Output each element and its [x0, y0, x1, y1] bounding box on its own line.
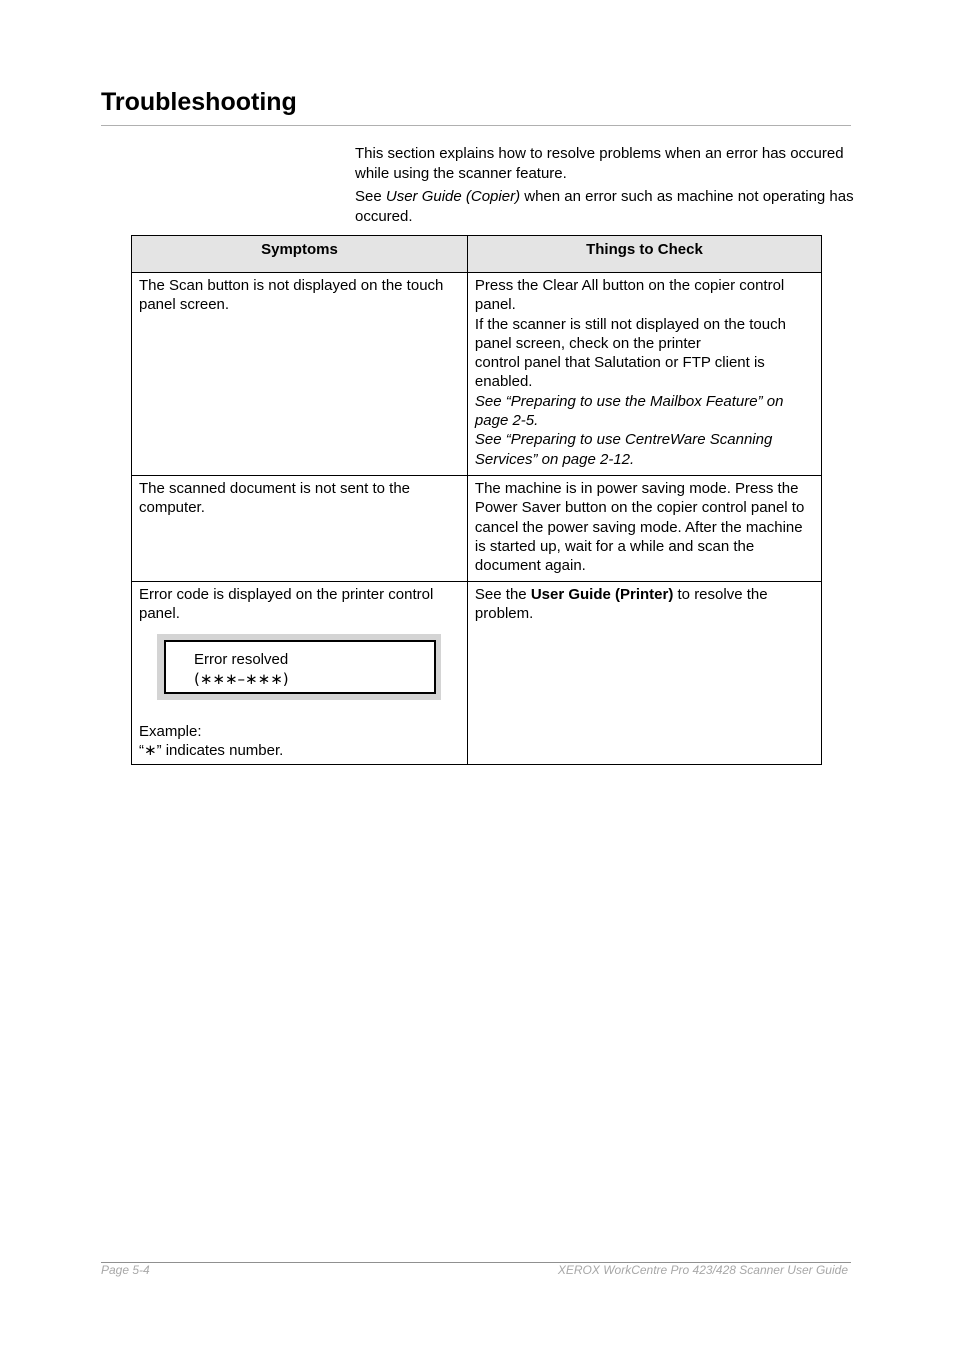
- cross-reference: See “Preparing to use CentreWare Scanning Services” on page 2-12.: [474, 431, 773, 468]
- check-line: control panel that Salutation or FTP client is enabled.: [474, 354, 765, 391]
- intro-paragraph-1: This section explains how to resolve problems when an error has occured while using the scanner feature.: [355, 145, 844, 182]
- header-things-to-check: Things to Check: [467, 236, 821, 273]
- cross-reference: See “Preparing to use the Mailbox Feature” on page 2-5.: [474, 392, 784, 430]
- symptom-cell: The Scan button is not displayed on the touch panel screen.: [132, 273, 468, 476]
- intro-p2-prefix: See: [355, 188, 386, 205]
- table-header-row: [132, 236, 822, 273]
- intro-p2-reference: User Guide (Copier): [385, 188, 521, 205]
- table-row: [132, 582, 822, 765]
- table-row: [132, 273, 822, 476]
- panel-screen: [164, 640, 436, 694]
- check-cell: [467, 582, 821, 765]
- check-prefix: See the: [474, 586, 531, 603]
- check-line: Press the Clear All button on the copier control panel.: [474, 277, 785, 314]
- control-panel-display: [157, 634, 441, 700]
- title-divider: [101, 125, 851, 126]
- troubleshooting-table: [131, 235, 822, 765]
- symptom-text: Error code is displayed on the printer control panel.: [139, 586, 434, 623]
- check-cell: [467, 273, 821, 476]
- example-label: Example:: [139, 722, 202, 740]
- intro-p2-suffix: when an error such as machine not operating has occured.: [355, 188, 854, 225]
- intro-paragraph-2: [355, 187, 855, 226]
- check-cell: The machine is in power saving mode. Press the Power Saver button on the copier control panel to cancel the power saving mode. After the machine is started up, wait for a while and scan the document again.: [467, 476, 821, 582]
- page-title: Troubleshooting: [101, 88, 297, 116]
- symptom-cell: The scanned document is not sent to the computer.: [132, 476, 468, 582]
- document-title: XEROX WorkCentre Pro 423/428 Scanner User Guide: [557, 1263, 848, 1277]
- check-reference: User Guide (Printer): [530, 586, 674, 603]
- panel-message: Error resolved: [194, 650, 289, 668]
- table-row: [132, 476, 822, 582]
- check-line: If the scanner is still not displayed on the touch panel screen, check on the printer: [474, 315, 786, 352]
- example-note: “∗” indicates number.: [139, 741, 284, 759]
- panel-error-code: (∗∗∗–∗∗∗): [194, 669, 289, 688]
- header-symptoms: Symptoms: [132, 236, 468, 273]
- check-suffix: to resolve the problem.: [474, 586, 768, 623]
- intro-section: [355, 144, 855, 230]
- page-number: Page 5-4: [101, 1263, 150, 1277]
- symptom-cell: [132, 582, 468, 765]
